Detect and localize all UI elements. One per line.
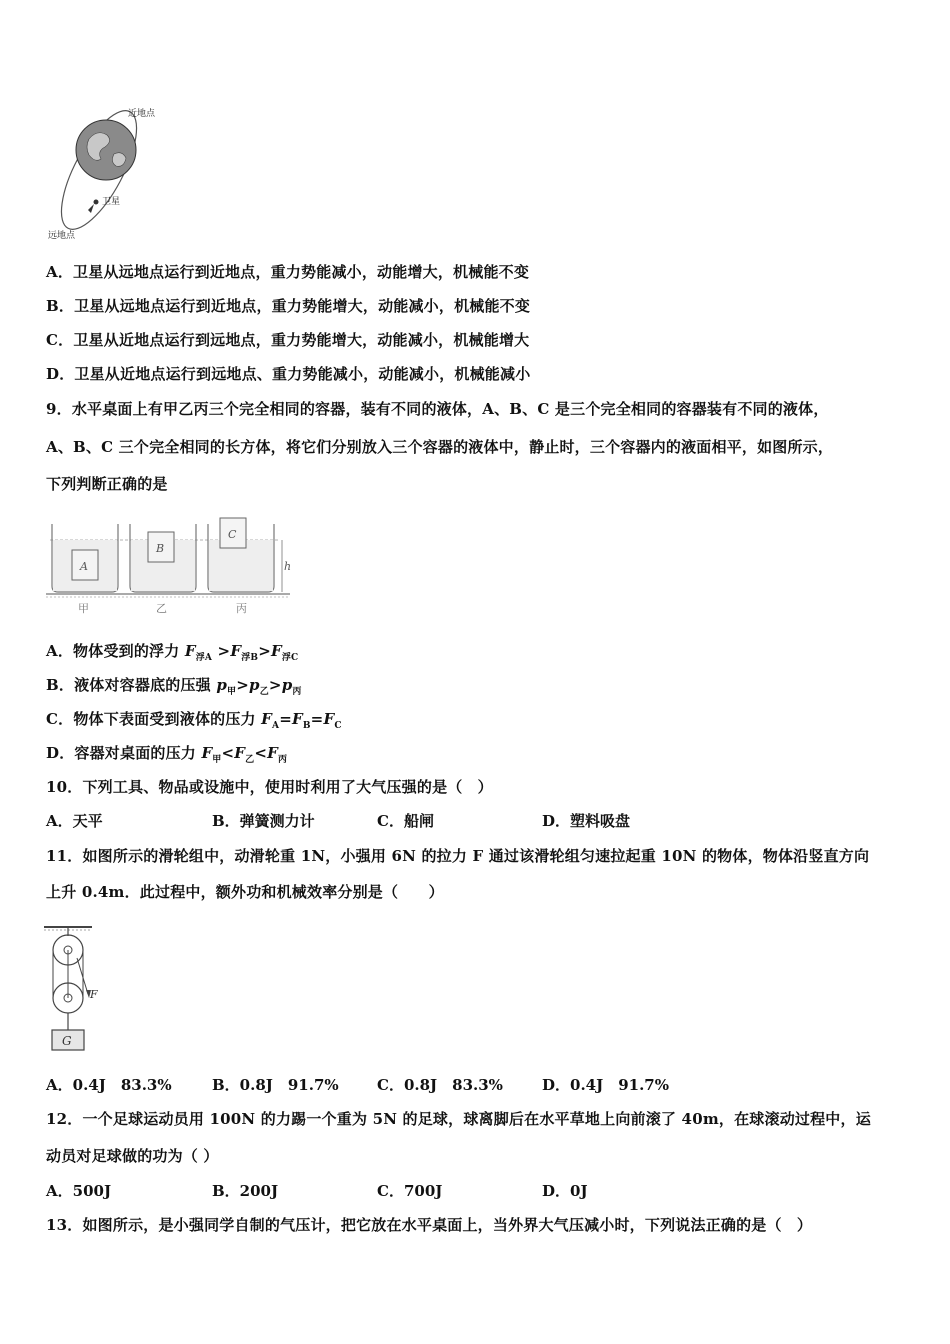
- q11-option-d: D．0.4J 91.7%: [542, 1076, 669, 1094]
- q13-stem: 13．如图所示，是小强同学自制的气压计，把它放在水平桌面上，当外界大气压减小时，下列说法正确的是（ ）: [46, 1216, 813, 1234]
- svg-text:h: h: [284, 560, 292, 573]
- apogee-label: 远地点: [48, 231, 76, 241]
- svg-text:甲: 甲: [78, 602, 89, 615]
- q10-option-a: A．天平: [46, 812, 103, 830]
- q11-stem-line-2: 上升 0.4m．此过程中，额外功和机械效率分别是（ ）: [46, 883, 444, 901]
- q12-stem-line-1: 12．一个足球运动员用 100N 的力踢一个重为 5N 的足球，球离脚后在水平草地上向前滚了 40m，在球滚动过程中，运: [46, 1110, 871, 1128]
- svg-text:乙: 乙: [156, 602, 167, 615]
- earth-globe: [76, 120, 136, 180]
- svg-text:B: B: [156, 542, 165, 555]
- q12-option-b: B．200J: [212, 1182, 279, 1200]
- svg-text:F: F: [90, 988, 98, 1001]
- q9-stem-line-2: A、B、C 三个完全相同的长方体，将它们分别放入三个容器的液体中，静止时，三个容器内的液面相平，如图所示，: [46, 438, 834, 456]
- q8-option-c: C．卫星从近地点运行到远地点，重力势能增大，动能减小，机械能增大: [46, 331, 530, 349]
- perigee-label: 近地点: [128, 109, 156, 119]
- q12-option-c: C．700J: [377, 1182, 443, 1200]
- satellite-dot: [94, 200, 99, 205]
- q12-option-a: A．500J: [46, 1182, 112, 1200]
- svg-text:丙: 丙: [236, 602, 247, 615]
- q11-stem-line-1: 11．如图所示的滑轮组中，动滑轮重 1N，小强用 6N 的拉力 F 通过该滑轮组匀速拉起重 10N 的物体，物体沿竖直方向: [46, 847, 870, 865]
- q11-option-b: B．0.8J 91.7%: [212, 1076, 339, 1094]
- q9-option-c: C．物体下表面受到液体的压力 $F_A=F_B=F_C$: [46, 710, 342, 731]
- q10-option-d: D．塑料吸盘: [542, 812, 631, 830]
- q9-option-a: A．物体受到的浮力 $F_{浮A} >F_{浮B}>F_{浮C}$: [46, 642, 299, 663]
- containers-figure: [46, 514, 292, 616]
- orbit-arrow: [88, 204, 94, 213]
- svg-text:A: A: [80, 560, 88, 573]
- q8-option-b: B．卫星从远地点运行到近地点，重力势能增大，动能减小，机械能不变: [46, 297, 531, 315]
- svg-text:C: C: [228, 528, 237, 541]
- q11-option-c: C．0.8J 83.3%: [377, 1076, 503, 1094]
- q10-stem: 10．下列工具、物品或设施中，使用时利用了大气压强的是（ ）: [46, 778, 493, 796]
- pulley-figure: [44, 922, 114, 1054]
- q10-option-c: C．船闸: [377, 812, 434, 830]
- q10-option-b: B．弹簧测力计: [212, 812, 315, 830]
- q8-option-a: A．卫星从远地点运行到近地点，重力势能减小，动能增大，机械能不变: [46, 263, 530, 281]
- orbit-figure: [44, 104, 174, 244]
- q8-option-d: D．卫星从近地点运行到远地点、重力势能减小，动能减小，机械能减小: [46, 365, 531, 383]
- q12-option-d: D．0J: [542, 1182, 588, 1200]
- satellite-label: 卫星: [102, 197, 121, 207]
- q12-stem-line-2: 动员对足球做的功为（ ）: [46, 1147, 219, 1165]
- svg-text:G: G: [62, 1034, 72, 1048]
- q9-option-d: D．容器对桌面的压力 $F_甲<F_乙<F_丙$: [46, 744, 288, 765]
- q9-option-b: B．液体对容器底的压强 $p_甲>p_乙>p_丙$: [46, 676, 302, 697]
- q9-stem-line-1: 9．水平桌面上有甲乙丙三个完全相同的容器，装有不同的液体，A、B、C 是三个完全相同的容器装有不同的液体，: [46, 400, 829, 418]
- q11-option-a: A．0.4J 83.3%: [46, 1076, 172, 1094]
- q9-stem-line-3: 下列判断正确的是: [46, 475, 168, 493]
